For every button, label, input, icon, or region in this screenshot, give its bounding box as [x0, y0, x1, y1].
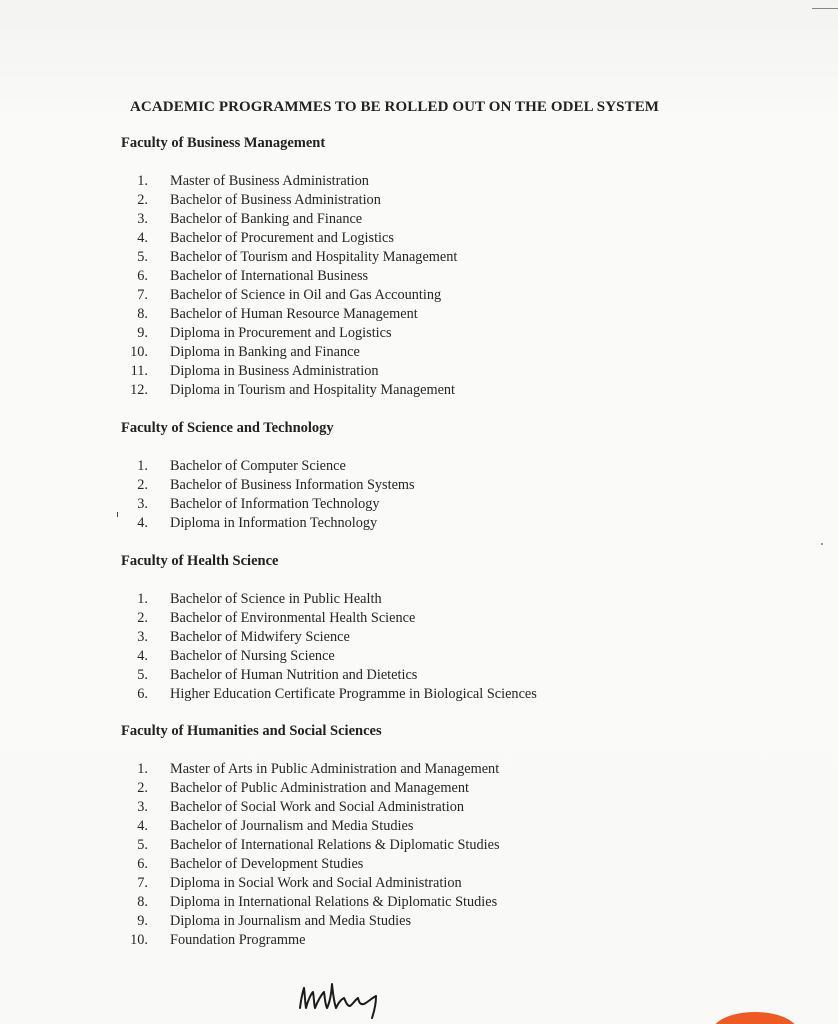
programme-number: 4. [137, 648, 148, 664]
document-title: ACADEMIC PROGRAMMES TO BE ROLLED OUT ON THE ODEL SYSTEM [130, 99, 660, 115]
scan-speck [821, 543, 823, 545]
programme-item [121, 343, 457, 362]
programme-item [121, 874, 500, 893]
programme-name: Diploma in Social Work and Social Administration [170, 875, 462, 891]
programme-number: 9. [137, 913, 148, 929]
programme-number: 1. [137, 458, 148, 474]
programme-number: 6. [137, 268, 148, 284]
programme-name: Bachelor of Environmental Health Science [170, 610, 416, 626]
programme-list [121, 760, 500, 950]
programme-item [121, 172, 457, 191]
programme-number: 2. [137, 192, 148, 208]
programme-item [121, 191, 457, 210]
programme-name: Bachelor of Banking and Finance [170, 211, 363, 227]
programme-item [121, 912, 500, 931]
programme-item [121, 210, 457, 229]
programme-number: 2. [137, 610, 148, 626]
programme-name: Bachelor of Business Administration [170, 192, 381, 208]
programme-name: Bachelor of Development Studies [170, 856, 364, 872]
programme-name: Master of Arts in Public Administration and Management [170, 761, 500, 777]
programme-number: 3. [137, 629, 148, 645]
programme-number: 6. [137, 686, 148, 702]
programme-number: 10. [130, 932, 148, 948]
programme-item [121, 817, 500, 836]
programme-item [121, 609, 537, 628]
programme-name: Diploma in Information Technology [170, 515, 378, 531]
programme-name: Bachelor of Information Technology [170, 496, 380, 512]
programme-name: Bachelor of Business Information Systems [170, 477, 415, 493]
programme-number: 5. [137, 249, 148, 265]
programme-name: Diploma in Business Administration [170, 363, 379, 379]
programme-item [121, 647, 537, 666]
faculty-heading: Faculty of Humanities and Social Sciences [121, 723, 382, 739]
faculty-section-science-technology [121, 420, 415, 533]
programme-number: 4. [137, 230, 148, 246]
programme-name: Bachelor of Human Resource Management [170, 306, 418, 322]
programme-item [121, 476, 415, 495]
programme-name: Master of Business Administration [170, 173, 369, 189]
programme-item [121, 286, 457, 305]
programme-item [121, 666, 537, 685]
programme-item [121, 779, 500, 798]
programme-number: 6. [137, 856, 148, 872]
programme-name: Bachelor of Journalism and Media Studies [170, 818, 414, 834]
programme-item [121, 628, 537, 647]
programme-name: Foundation Programme [170, 932, 306, 948]
programme-number: 7. [137, 875, 148, 891]
programme-number: 5. [137, 667, 148, 683]
programme-item [121, 836, 500, 855]
programme-name: Bachelor of Procurement and Logistics [170, 230, 394, 246]
programme-number: 10. [130, 344, 148, 360]
faculty-heading: Faculty of Science and Technology [121, 420, 334, 436]
programme-number: 2. [137, 780, 148, 796]
programme-name: Higher Education Certificate Programme in Biological Sciences [170, 686, 537, 702]
programme-list [121, 590, 537, 704]
programme-name: Bachelor of International Business [170, 268, 369, 284]
programme-name: Bachelor of Human Nutrition and Dietetics [170, 667, 418, 683]
programme-item [121, 324, 457, 343]
programme-name: Bachelor of Science in Public Health [170, 591, 382, 607]
partial-stamp [712, 1012, 798, 1024]
programme-number: 7. [137, 287, 148, 303]
programme-number: 1. [137, 761, 148, 777]
programme-item [121, 229, 457, 248]
programme-name: Bachelor of Nursing Science [170, 648, 335, 664]
programme-name: Bachelor of Social Work and Social Administration [170, 799, 465, 815]
programme-item [121, 893, 500, 912]
programme-name: Bachelor of Tourism and Hospitality Management [170, 249, 458, 265]
handwritten-signature [292, 974, 392, 1024]
scan-edge-mark [812, 8, 838, 9]
programme-name: Bachelor of International Relations & Diplomatic Studies [170, 837, 500, 853]
programme-item [121, 590, 537, 609]
programme-name: Diploma in Banking and Finance [170, 344, 360, 360]
programme-list [121, 457, 415, 533]
programme-number: 8. [137, 306, 148, 322]
programme-name: Bachelor of Midwifery Science [170, 629, 350, 645]
programme-list [121, 172, 457, 400]
programme-number: 1. [137, 173, 148, 189]
programme-item [121, 267, 457, 286]
programme-number: 3. [137, 799, 148, 815]
signature-icon [292, 974, 392, 1024]
programme-item [121, 457, 415, 476]
programme-number: 9. [137, 325, 148, 341]
programme-number: 8. [137, 894, 148, 910]
programme-item [121, 248, 457, 267]
programme-name: Diploma in Tourism and Hospitality Management [170, 382, 456, 398]
programme-item [121, 514, 415, 533]
faculty-heading: Faculty of Business Management [121, 135, 326, 151]
programme-item [121, 495, 415, 514]
programme-number: 4. [137, 818, 148, 834]
programme-name: Bachelor of Public Administration and Management [170, 780, 469, 796]
programme-number: 3. [137, 496, 148, 512]
faculty-section-health-science [121, 553, 537, 704]
scan-speck [117, 512, 118, 517]
programme-number: 2. [137, 477, 148, 493]
programme-item [121, 381, 457, 400]
programme-item [121, 685, 537, 704]
programme-number: 1. [137, 591, 148, 607]
faculty-section-humanities-social-sciences [121, 723, 500, 950]
programme-number: 12. [130, 382, 148, 398]
programme-item [121, 362, 457, 381]
programme-item [121, 855, 500, 874]
programme-number: 5. [137, 837, 148, 853]
programme-name: Diploma in Procurement and Logistics [170, 325, 392, 341]
programme-item [121, 760, 500, 779]
faculty-heading: Faculty of Health Science [121, 553, 279, 569]
programme-name: Diploma in Journalism and Media Studies [170, 913, 412, 929]
programme-item [121, 305, 457, 324]
programme-number: 3. [137, 211, 148, 227]
programme-item [121, 798, 500, 817]
faculty-section-business-management [121, 135, 457, 400]
programme-item [121, 931, 500, 950]
programme-number: 11. [130, 363, 148, 379]
programme-name: Bachelor of Science in Oil and Gas Accounting [170, 287, 442, 303]
programme-name: Diploma in International Relations & Diplomatic Studies [170, 894, 498, 910]
programme-name: Bachelor of Computer Science [170, 458, 346, 474]
programme-number: 4. [137, 515, 148, 531]
